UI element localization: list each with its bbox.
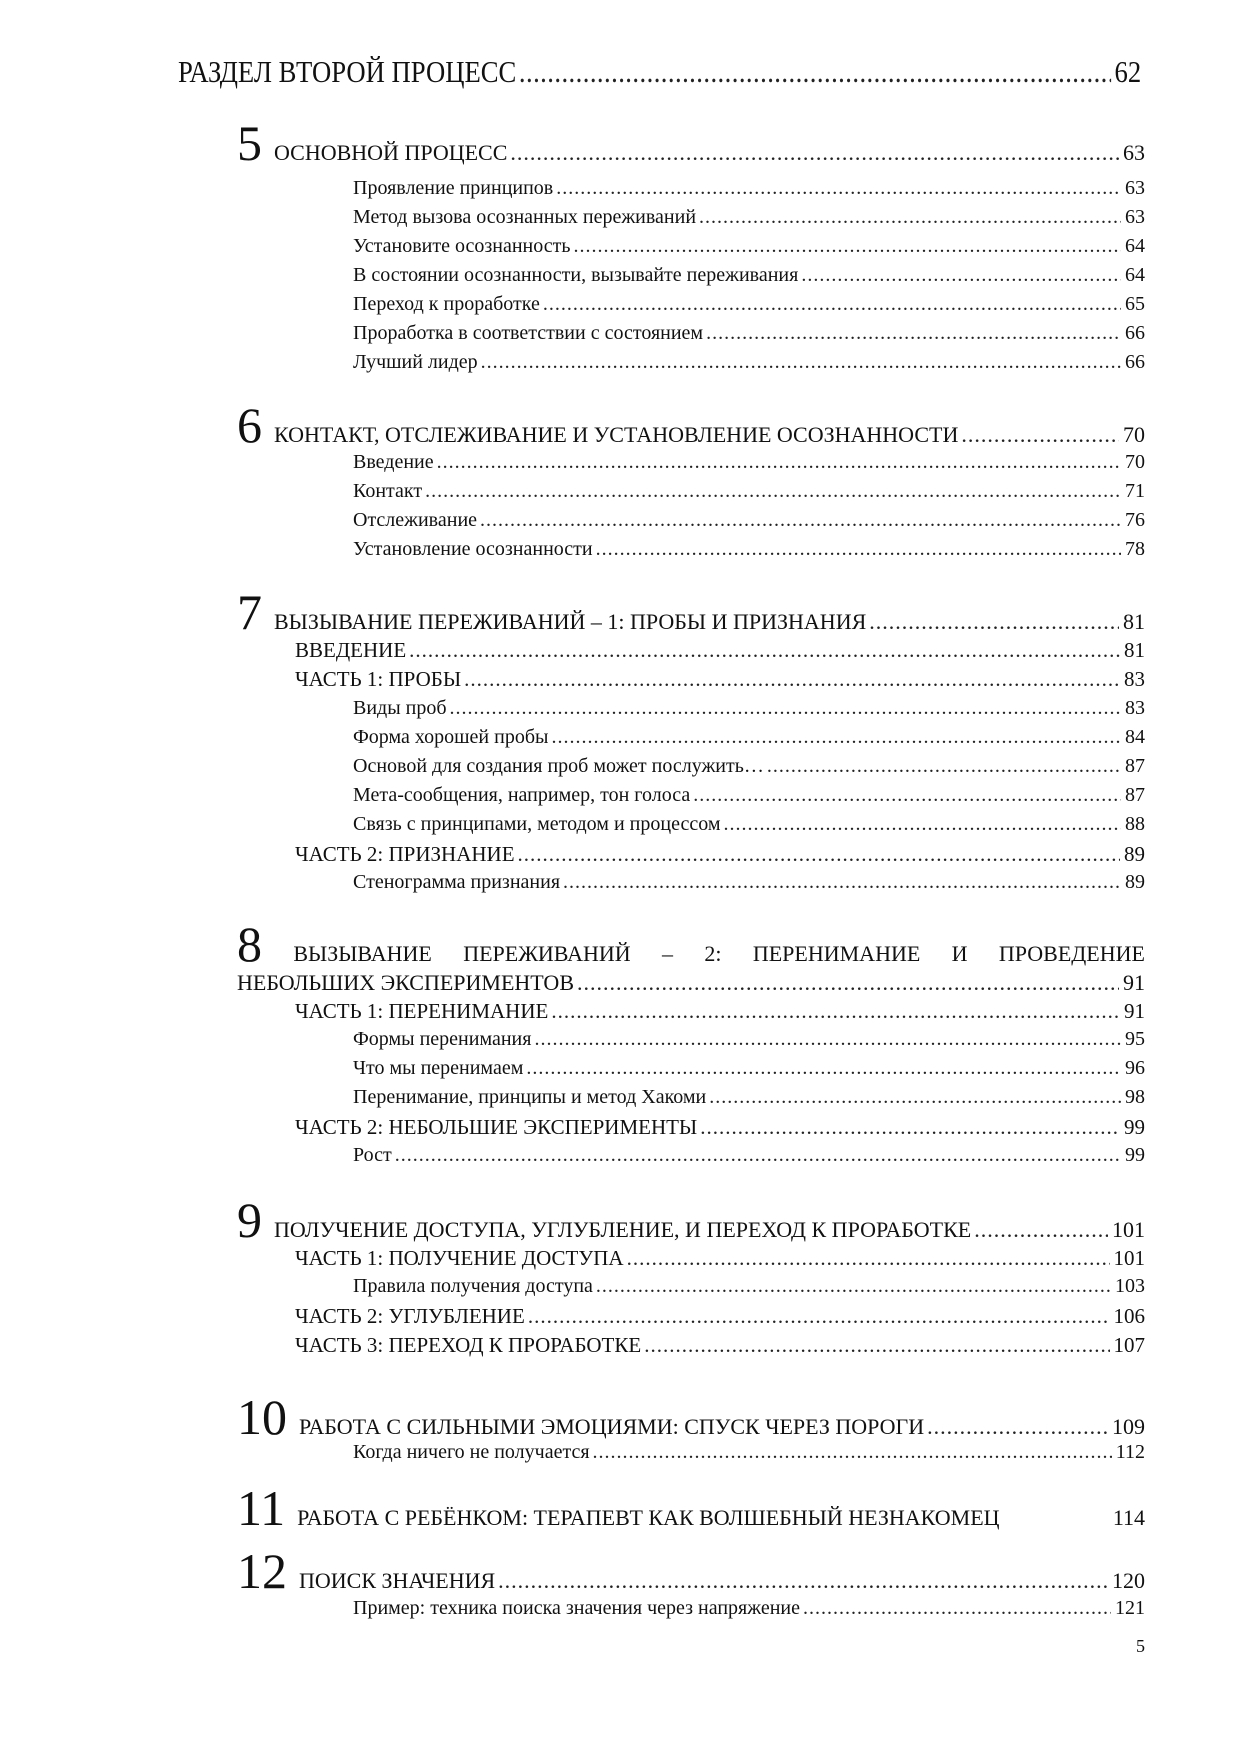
dot-leader [927, 1414, 1108, 1440]
entry-title: Формы перенимания [353, 1028, 532, 1050]
toc-entry[interactable] [353, 1441, 1145, 1464]
page-ref: 120 [1112, 1568, 1145, 1593]
dot-leader [543, 293, 1121, 316]
dot-leader [409, 638, 1120, 663]
dot-leader [627, 1246, 1110, 1271]
toc-entry[interactable] [353, 322, 1145, 345]
dot-leader [395, 1144, 1121, 1167]
entry-title: Контакт [353, 480, 423, 502]
entry-title: ЧАСТЬ 2: УГЛУБЛЕНИЕ [295, 1304, 525, 1328]
chapter-title: ПОИСК ЗНАЧЕНИЯ [299, 1568, 496, 1593]
toc-entry[interactable] [353, 1275, 1145, 1298]
entry-title: Когда ничего не получается [353, 1441, 590, 1463]
page-ref: 76 [1125, 509, 1145, 531]
dot-leader [481, 351, 1121, 374]
dot-leader [464, 667, 1120, 692]
toc-entry[interactable] [353, 538, 1145, 561]
dot-leader [528, 1304, 1110, 1329]
dot-leader [556, 177, 1121, 200]
toc-entry[interactable] [353, 1597, 1145, 1620]
dot-leader [767, 755, 1121, 778]
entry-title: Отслеживание [353, 509, 478, 531]
page-ref: 114 [1112, 1505, 1145, 1530]
dot-leader [869, 609, 1119, 635]
dot-leader [480, 509, 1121, 532]
page-ref: 70 [1125, 451, 1145, 473]
toc-entry-part[interactable] [295, 638, 1145, 663]
toc-entry[interactable] [353, 697, 1145, 720]
title-word: ПЕРЕЖИВАНИЙ [463, 941, 631, 966]
page-ref: 112 [1115, 1441, 1145, 1463]
toc-chapter-11[interactable] [237, 1480, 1145, 1536]
toc-chapter-9[interactable] [237, 1192, 1145, 1248]
page-ref: 81 [1124, 638, 1145, 662]
entry-title: ЧАСТЬ 2: НЕБОЛЬШИЕ ЭКСПЕРИМЕНТЫ [295, 1115, 698, 1139]
toc-entry[interactable] [353, 1028, 1145, 1051]
entry-title: ВВЕДЕНИЕ [295, 638, 407, 662]
toc-entry[interactable] [353, 1086, 1145, 1109]
entry-title: Правила получения доступа [353, 1275, 593, 1297]
toc-chapter-8-continued[interactable] [237, 970, 1145, 996]
page-ref: 96 [1125, 1057, 1145, 1079]
page-ref: 99 [1124, 1115, 1145, 1139]
dot-leader [563, 871, 1121, 894]
title-word: 2: [704, 941, 722, 966]
page-ref: 66 [1125, 351, 1145, 373]
toc-chapter-8[interactable] [237, 916, 1145, 972]
title-word: ПРОВЕДЕНИЕ [998, 941, 1145, 966]
page-ref: 91 [1124, 999, 1145, 1023]
page-ref: 83 [1125, 697, 1145, 719]
dot-leader [510, 140, 1119, 166]
chapter-number: 11 [237, 1480, 286, 1536]
page-ref: 101 [1113, 1246, 1145, 1270]
entry-title: Установите осознанность [353, 235, 571, 257]
entry-title: ЧАСТЬ 1: ПРОБЫ [295, 667, 462, 691]
toc-entry[interactable] [353, 1144, 1145, 1167]
entry-title: Проработка в соответствии с состоянием [353, 322, 704, 344]
page-ref: 64 [1125, 235, 1145, 257]
page-ref: 62 [1114, 54, 1142, 89]
page-ref: 121 [1115, 1597, 1145, 1619]
page-ref: 83 [1124, 667, 1145, 691]
page-ref: 78 [1125, 538, 1145, 560]
toc-entry[interactable] [353, 264, 1145, 287]
chapter-number: 12 [237, 1543, 287, 1599]
chapter-number: 6 [237, 397, 262, 453]
dot-leader [425, 480, 1121, 503]
part-title: РАЗДЕЛ ВТОРОЙ ПРОЦЕСС [178, 54, 517, 89]
entry-title: Стенограмма признания [353, 871, 561, 893]
toc-chapter-10[interactable] [237, 1389, 1145, 1445]
entry-title: Введение [353, 451, 434, 473]
title-word: ПЕРЕНИМАНИЕ [752, 941, 921, 966]
entry-title: Рост [353, 1144, 392, 1166]
page-ref: 66 [1125, 322, 1145, 344]
page-ref: 65 [1125, 293, 1145, 315]
page-ref: 64 [1125, 264, 1145, 286]
dot-leader [596, 538, 1121, 561]
dot-leader [519, 54, 1111, 90]
entry-title: Перенимание, принципы и метод Хакоми [353, 1086, 707, 1108]
page-ref: 95 [1125, 1028, 1145, 1050]
toc-entry-part[interactable] [295, 1304, 1145, 1329]
dot-leader [693, 784, 1121, 807]
page-ref: 98 [1125, 1086, 1145, 1108]
toc-entry[interactable] [353, 1057, 1145, 1080]
chapter-title: ПОЛУЧЕНИЕ ДОСТУПА, УГЛУБЛЕНИЕ, И ПЕРЕХОД К ПРОРАБОТКЕ [274, 1217, 972, 1242]
dot-leader [437, 451, 1121, 474]
entry-title: ЧАСТЬ 2: ПРИЗНАНИЕ [295, 842, 515, 866]
dot-leader [700, 1115, 1120, 1140]
dot-leader [573, 235, 1121, 258]
dot-leader [498, 1568, 1108, 1594]
toc-chapter-6[interactable] [237, 397, 1145, 453]
toc-entry[interactable] [353, 755, 1145, 778]
toc-chapter-5[interactable] [237, 115, 1145, 171]
footer-page-number: 5 [1136, 1636, 1145, 1656]
page-ref: 63 [1125, 206, 1145, 228]
toc-entry-part[interactable] [295, 1333, 1145, 1358]
chapter-number: 9 [237, 1192, 262, 1248]
toc-entry[interactable] [353, 351, 1145, 374]
entry-title: Пример: техника поиска значения через напряжение [353, 1597, 800, 1619]
entry-title: Переход к проработке [353, 293, 540, 315]
entry-title: В состоянии осознанности, вызывайте переживания [353, 264, 799, 286]
chapter-title: РАБОТА С РЕБЁНКОМ: ТЕРАПЕВТ КАК ВОЛШЕБНЫЙ НЕЗНАКОМЕЦ [297, 1505, 1000, 1530]
page-ref: 88 [1125, 813, 1145, 835]
toc-entry[interactable] [353, 726, 1145, 749]
page-ref: 70 [1123, 422, 1145, 447]
entry-title: ЧАСТЬ 1: ПОЛУЧЕНИЕ ДОСТУПА [295, 1246, 624, 1270]
chapter-number: 5 [237, 115, 262, 171]
page-ref: 63 [1123, 140, 1145, 165]
dot-leader [518, 842, 1120, 867]
dot-leader [723, 813, 1121, 836]
chapter-title: РАБОТА С СИЛЬНЫМИ ЭМОЦИЯМИ: СПУСК ЧЕРЕЗ ПОРОГИ [299, 1414, 925, 1439]
toc-entry-part[interactable] [295, 842, 1145, 867]
toc-part-heading[interactable] [178, 54, 1141, 90]
page-ref: 89 [1124, 842, 1145, 866]
dot-leader [450, 697, 1121, 720]
toc-entry-part[interactable] [295, 667, 1145, 692]
entry-title: Лучший лидер [353, 351, 478, 373]
page-ref: 87 [1125, 755, 1145, 777]
toc-entry[interactable] [353, 480, 1145, 503]
title-word: ВЫЗЫВАНИЕ [293, 941, 432, 966]
page-ref: 107 [1113, 1333, 1145, 1357]
entry-title: Установление осознанности [353, 538, 593, 560]
dot-leader [526, 1057, 1121, 1080]
page-ref: 87 [1125, 784, 1145, 806]
entry-title: Мета-сообщения, например, тон голоса [353, 784, 691, 806]
toc-entry[interactable] [353, 235, 1145, 258]
dot-leader [551, 999, 1120, 1024]
toc-entry[interactable] [353, 177, 1145, 200]
entry-title: Виды проб [353, 697, 447, 719]
entry-title: Метод вызова осознанных переживаний [353, 206, 697, 228]
page-ref: 99 [1125, 1144, 1145, 1166]
dot-leader [534, 1028, 1121, 1051]
toc-entry[interactable] [353, 509, 1145, 532]
title-word: – [662, 941, 673, 966]
page-ref: 89 [1125, 871, 1145, 893]
dot-leader [699, 206, 1121, 229]
page-ref: 63 [1125, 177, 1145, 199]
entry-title: Форма хорошей пробы [353, 726, 549, 748]
page-ref: 71 [1125, 480, 1145, 502]
toc-entry-part[interactable] [295, 999, 1145, 1024]
toc-entry-part[interactable] [295, 1115, 1145, 1140]
toc-chapter-7[interactable] [237, 584, 1145, 640]
toc-entry[interactable] [353, 784, 1145, 807]
toc-entry[interactable] [353, 871, 1145, 894]
entry-title: ЧАСТЬ 1: ПЕРЕНИМАНИЕ [295, 999, 549, 1023]
toc-entry[interactable] [353, 206, 1145, 229]
entry-title: Основой для создания проб может послужить… [353, 755, 764, 777]
dot-leader [596, 1275, 1111, 1298]
page-ref: 103 [1115, 1275, 1145, 1297]
dot-leader [803, 1597, 1111, 1620]
page-ref: 91 [1123, 970, 1145, 995]
dot-leader [961, 422, 1119, 448]
chapter-title: КОНТАКТ, ОТСЛЕЖИВАНИЕ И УСТАНОВЛЕНИЕ ОСОЗНАННОСТИ [274, 422, 959, 447]
entry-title: Связь с принципами, методом и процессом [353, 813, 721, 835]
entry-title: Что мы перенимаем [353, 1057, 524, 1079]
page-ref: 101 [1112, 1217, 1145, 1242]
dot-leader [709, 1086, 1121, 1109]
page-ref: 106 [1113, 1304, 1145, 1328]
toc-entry[interactable] [353, 813, 1145, 836]
page-ref: 84 [1125, 726, 1145, 748]
chapter-number: 10 [237, 1389, 287, 1445]
page-ref: 109 [1112, 1414, 1145, 1439]
chapter-title: ВЫЗЫВАНИЕ ПЕРЕЖИВАНИЙ – 1: ПРОБЫ И ПРИЗНАНИЯ [274, 609, 867, 634]
chapter-title: ОСНОВНОЙ ПРОЦЕСС [274, 140, 508, 165]
entry-title: ЧАСТЬ 3: ПЕРЕХОД К ПРОРАБОТКЕ [295, 1333, 642, 1357]
toc-entry[interactable] [353, 451, 1145, 474]
entry-title: Проявление принципов [353, 177, 554, 199]
dot-leader [974, 1217, 1108, 1243]
dot-leader [577, 970, 1119, 996]
page-ref: 81 [1123, 609, 1145, 634]
chapter-number: 7 [237, 584, 262, 640]
title-word: И [951, 941, 968, 966]
dot-leader [593, 1441, 1112, 1464]
dot-leader [706, 322, 1121, 345]
toc-chapter-12[interactable] [237, 1543, 1145, 1599]
toc-entry[interactable] [353, 293, 1145, 316]
toc-entry-part[interactable] [295, 1246, 1145, 1271]
dot-leader [801, 264, 1121, 287]
chapter-title: НЕБОЛЬШИХ ЭКСПЕРИМЕНТОВ [237, 970, 574, 995]
dot-leader [644, 1333, 1109, 1358]
chapter-number: 8 [237, 916, 262, 972]
dot-leader [551, 726, 1121, 749]
